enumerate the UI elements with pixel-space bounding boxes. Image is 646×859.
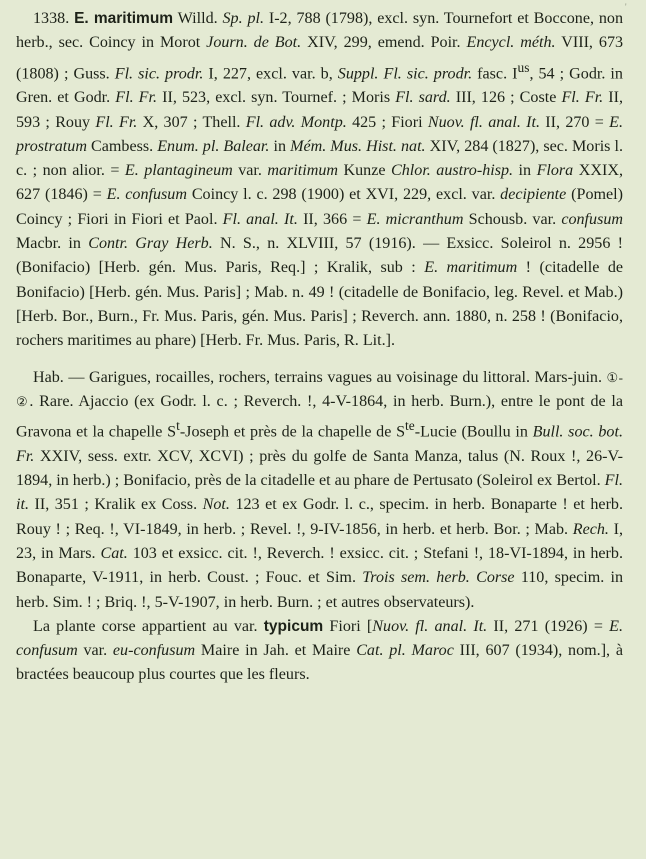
- italic-citation: Suppl. Fl. sic. prodr.: [337, 64, 473, 82]
- italic-citation: Fl. sic. prodr.: [114, 64, 204, 82]
- text-run: I-2, 788 (1798), excl. syn. Tournefort et Boccone, non herb., sec. Coincy in Morot: [16, 10, 623, 52]
- variety-note-paragraph: [16, 615, 623, 688]
- italic-citation: Cat.: [100, 544, 128, 562]
- italic-citation: Sp. pl.: [222, 10, 264, 27]
- text-run: III, 607 (1934), nom.], à bractées beaucoup plus courtes que les fleurs.: [16, 642, 623, 684]
- italic-citation: Fl. Fr.: [561, 89, 604, 107]
- species-name: E. maritimum: [74, 10, 174, 27]
- text-run: N. S., n. XLVIII, 57 (1916). — Exsicc. Soleirol n. 2956 ! (Bonifacio) [Herb. gén. Mus. Paris, Req.] ; Kralik, sub :: [16, 235, 623, 277]
- text-run: Hab. — Garigues, rocailles, rochers, terrains vagues au voisinage du littoral. Mars-juin.: [33, 368, 602, 386]
- text-run: , 54 ; Godr. in Gren. et Godr.: [16, 64, 623, 107]
- text-run: I, 23, in Mars.: [16, 520, 623, 562]
- italic-citation: Trois sem. herb. Corse: [362, 569, 515, 587]
- text-run: 110, specim. in herb. Sim. ! ; Briq. !, 5-V-1907, in herb. Burn. ; et autres observateurs).: [16, 569, 624, 611]
- text-run: in: [518, 162, 532, 180]
- italic-citation: Flora: [536, 162, 574, 180]
- text-run: 103 et exsicc. cit. !, Reverch. ! exsicc. cit. ; Stefani !, 18-VI-1894, in herb. Bonaparte, V-1911, in herb. Coust. ; Fouc. et Sim.: [16, 544, 623, 587]
- italic-citation: E. plantagineum: [124, 162, 233, 180]
- italic-citation: Fl. anal. It.: [222, 210, 298, 228]
- italic-citation: confusum: [561, 210, 623, 228]
- italic-citation: Encycl. méth.: [466, 34, 556, 52]
- italic-citation: Contr. Gray Herb.: [88, 235, 213, 253]
- text-run: Willd.: [177, 10, 218, 27]
- italic-citation: Fl. Fr.: [95, 113, 138, 131]
- italic-citation: Fl. adv. Montp.: [245, 113, 347, 131]
- text-run: I, 227, excl. var. b,: [208, 64, 333, 82]
- text-run: Coincy l. c. 298 (1900) et XVI, 229, excl. var.: [191, 186, 496, 204]
- italic-citation: E. maritimum: [424, 259, 518, 277]
- text-run: Macbr. in: [16, 235, 81, 253]
- text-run: in: [273, 137, 287, 155]
- italic-citation: Bull. soc. bot. Fr.: [16, 423, 623, 465]
- italic-citation: decipiente: [500, 186, 567, 204]
- habitat-paragraph: [16, 366, 623, 615]
- italic-citation: Nuov. fl. anal. It.: [427, 113, 540, 131]
- text-run: VIII, 673 (1808) ; Guss.: [16, 34, 624, 82]
- text-run: Cambess.: [91, 137, 154, 155]
- text-run: X, 307 ; Thell.: [142, 113, 241, 131]
- text-run: . Rare. Ajaccio (ex Godr. l. c. ; Reverch. !, 4-V-1864, in herb. Burn.), entre le pont de la Gravona et la chapelle S: [16, 392, 623, 441]
- text-run: var.: [83, 642, 108, 660]
- text-run: Kunze: [343, 162, 386, 180]
- text-run: XIV, 284 (1827), sec. Moris l. c. ; non alior. =: [16, 137, 623, 180]
- text-run: Schousb. var.: [468, 210, 557, 228]
- text-run: II, 351 ; Kralik ex Coss.: [34, 496, 198, 514]
- italic-citation: Not.: [202, 496, 230, 514]
- italic-citation: Cat. pl. Maroc: [356, 642, 454, 660]
- italic-citation: E. micranthum: [366, 210, 464, 228]
- entry-number: 1338.: [33, 10, 70, 27]
- italic-citation: E. confusum: [106, 186, 187, 204]
- text-run: XXIX, 627 (1846) =: [16, 162, 623, 204]
- text-run: ! (citadelle de Bonifacio) [Herb. gén. Mus. Paris] ; Mab. n. 49 ! (citadelle de Bonifacio, leg. Revel. et Mab.) [Herb. Bor., Burn., Fr. Mus. Paris, gén. Mus. Paris] ; Reverch. ann. 1880, n. 258 ! (Bonifacio, rochers maritimes au phare) [Herb. Fr. Mus. Paris, R. Lit.].: [16, 259, 624, 350]
- text-run: La plante corse appartient au var.: [33, 617, 258, 635]
- text-run: XIV, 299, emend. Poir.: [307, 34, 461, 52]
- italic-citation: Nuov. fl. anal. It.: [372, 617, 488, 635]
- text-run: II, 366 =: [303, 210, 362, 228]
- text-run: II, 593 ; Rouy: [16, 89, 624, 131]
- italic-citation: Enum. pl. Balear.: [157, 137, 270, 155]
- superscript: t: [176, 418, 180, 434]
- text-run: II, 271 (1926) =: [493, 617, 603, 635]
- text-run: Fiori [: [329, 617, 373, 635]
- text-run: (Pomel) Coincy ; Fiori in Fiori et Paol.: [16, 186, 623, 228]
- italic-citation: Rech.: [572, 520, 609, 538]
- superscript: te: [405, 418, 415, 434]
- text-run: fasc. I: [477, 64, 518, 82]
- text-run: Maire in Jah. et Maire: [200, 642, 351, 660]
- text-run: var.: [238, 162, 262, 180]
- text-run: -Lucie (Boullu in: [414, 423, 528, 441]
- margin-mark: ': [625, 2, 627, 12]
- italic-citation: Chlor. austro-hisp.: [391, 162, 514, 180]
- text-run: II, 270 =: [545, 113, 604, 131]
- text-run: -Joseph et près de la chapelle de S: [179, 423, 406, 441]
- italic-citation: E. confusum: [16, 617, 624, 660]
- text-run: XXIV, sess. extr. XCV, XCVI) ; près du golfe de Santa Manza, talus (N. Roux !, 26-V-1894, in herb.) ; Bonifacio, près de la citadelle et au phare de Pertusato (Soleirol ex Bertol.: [16, 447, 623, 490]
- text-run: II, 523, excl. syn. Tournef. ; Moris: [162, 89, 391, 107]
- species-entry: [16, 7, 623, 354]
- italic-citation: E. prostratum: [16, 113, 623, 155]
- italic-citation: Journ. de Bot.: [206, 34, 302, 52]
- italic-citation: Fl. it.: [16, 472, 623, 514]
- italic-citation: maritimum: [267, 162, 339, 180]
- text-run: 425 ; Fiori: [352, 113, 423, 131]
- italic-citation: eu-confusum: [112, 642, 196, 660]
- text-run: typicum: [263, 617, 324, 635]
- italic-citation: Fl. sard.: [395, 89, 451, 107]
- italic-citation: Mém. Mus. Hist. nat.: [290, 137, 426, 155]
- text-run: 123 et ex Godr. l. c., specim. in herb. Bonaparte ! et herb. Rouy ! ; Req. !, VI-1849, in herb. ; Revel. !, 9-IV-1856, in herb. et herb. Bor. ; Mab.: [16, 496, 623, 538]
- text-run: ①-②: [16, 369, 624, 409]
- text-run: III, 126 ; Coste: [455, 89, 557, 107]
- italic-citation: Fl. Fr.: [115, 89, 158, 107]
- superscript: us: [517, 59, 530, 75]
